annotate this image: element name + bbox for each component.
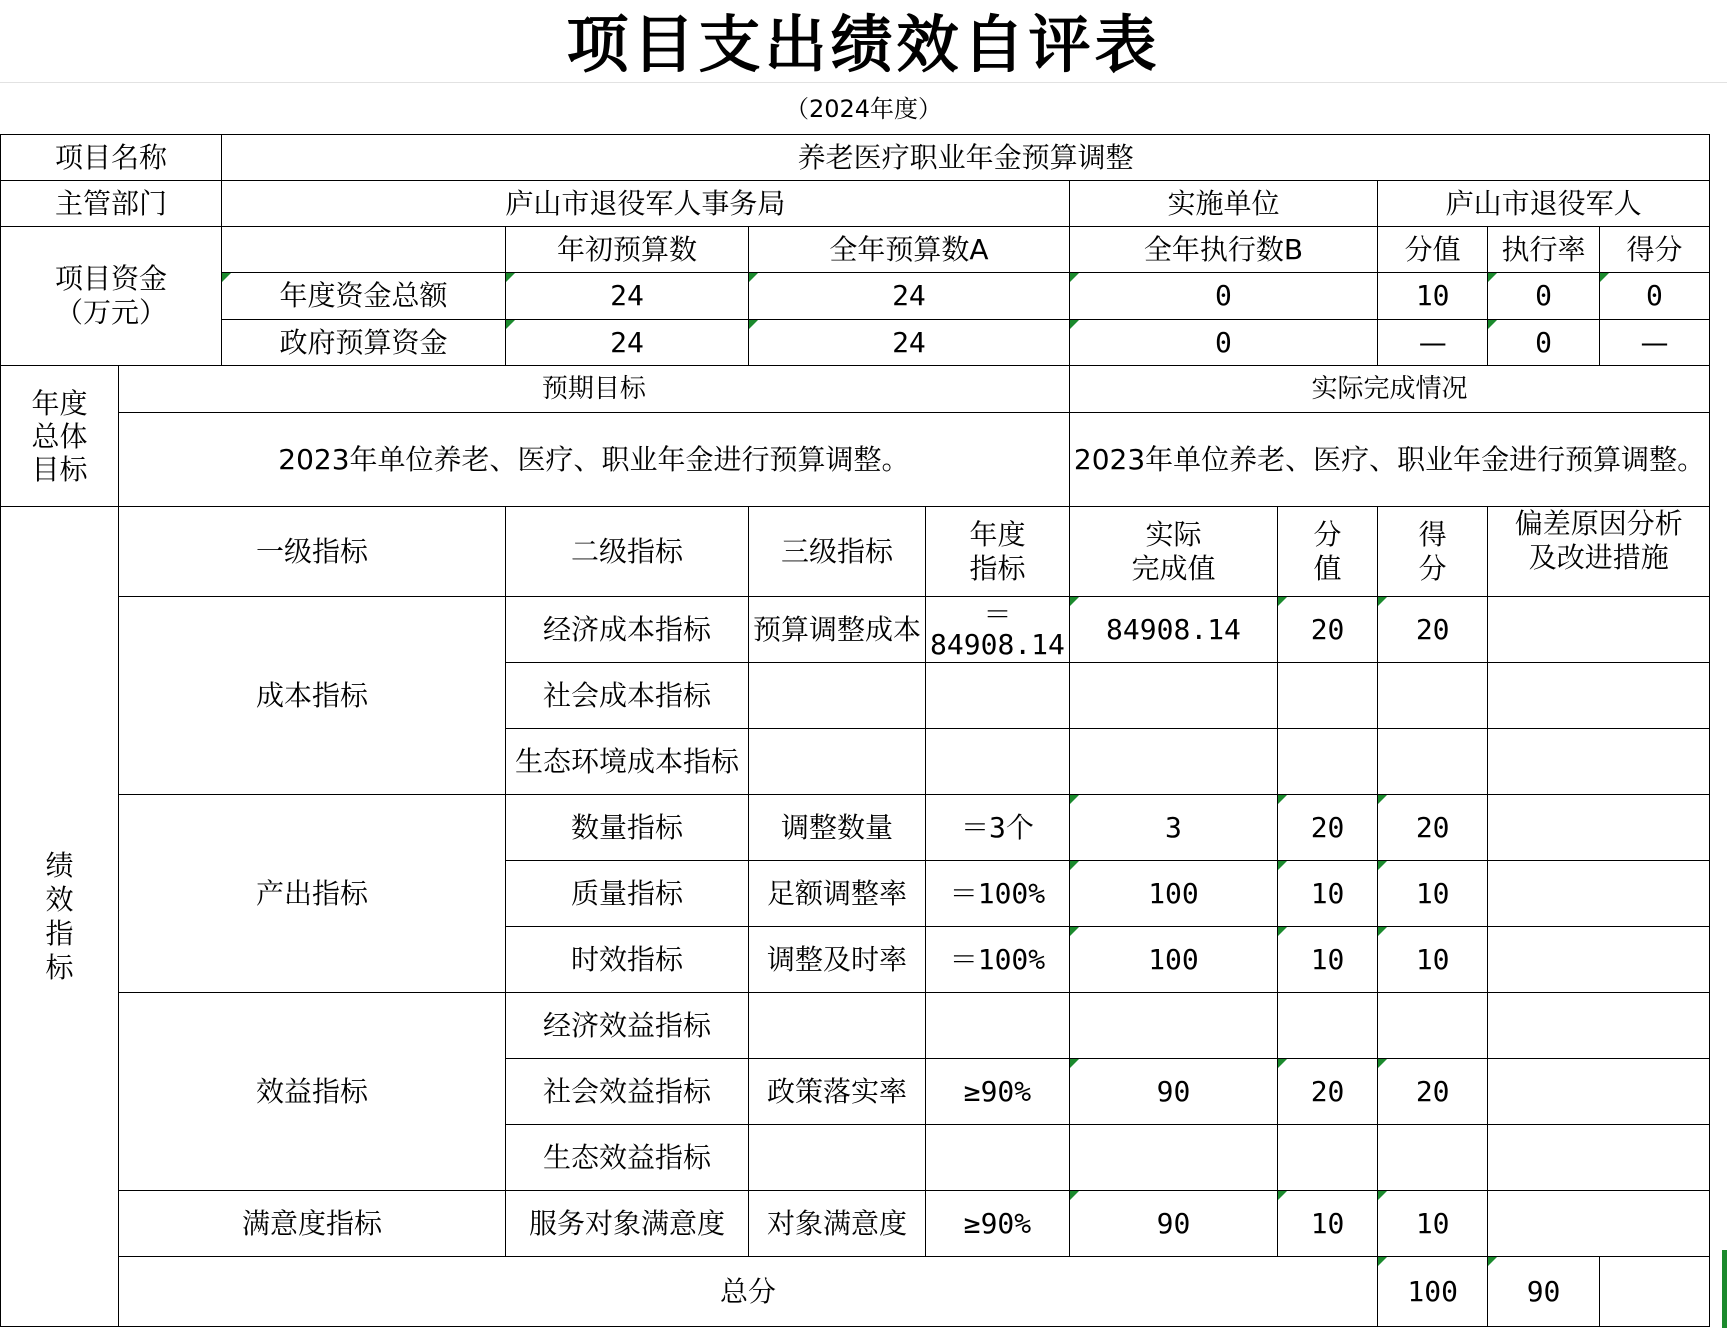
project-name-label[interactable]: 项目名称 [1,135,222,181]
indicator-level2[interactable]: 经济效益指标 [506,993,749,1059]
total-value[interactable]: 100 [1378,1257,1488,1327]
indicator-target[interactable] [926,729,1070,795]
goal-actual-header[interactable]: 实际完成情况 [1069,366,1709,413]
indicator-target[interactable]: ≥90% [926,1191,1070,1257]
header-target[interactable]: 年度 指标 [926,507,1070,597]
indicator-level2[interactable]: 质量指标 [506,861,749,927]
indicator-score[interactable] [1378,663,1488,729]
indicator-target[interactable]: ≥90% [926,1059,1070,1125]
indicator-score[interactable]: 10 [1378,927,1488,993]
indicator-level3[interactable]: 预算调整成本 [749,597,926,663]
indicator-level1[interactable]: 成本指标 [119,597,506,795]
impl-label[interactable]: 实施单位 [1069,181,1377,227]
indicator-score[interactable]: 10 [1378,1191,1488,1257]
indicator-level2[interactable]: 服务对象满意度 [506,1191,749,1257]
funds-row-name[interactable]: 政府预算资金 [222,320,506,366]
indicator-deviation[interactable] [1488,927,1710,993]
indicator-value[interactable] [1278,729,1378,795]
funds-header-score[interactable]: 得分 [1599,227,1709,273]
page-title: 项目支出绩效自评表 [566,8,1161,81]
indicator-deviation[interactable] [1488,729,1710,795]
indicator-deviation[interactable] [1488,993,1710,1059]
indicator-score[interactable]: 20 [1378,597,1488,663]
indicator-deviation[interactable] [1488,861,1710,927]
funds-row-annual[interactable]: 24 [749,320,1070,366]
header-level3[interactable]: 三级指标 [749,507,926,597]
indicator-target[interactable]: ＝100% [926,861,1070,927]
year-subtitle: （2024年度） [784,95,943,123]
indicator-level2[interactable]: 生态环境成本指标 [506,729,749,795]
scroll-edge-marker [1722,1250,1727,1328]
goal-actual-text[interactable]: 2023年单位养老、医疗、职业年金进行预算调整。 [1069,413,1709,507]
header-actual[interactable]: 实际 完成值 [1069,507,1277,597]
indicator-level2[interactable]: 生态效益指标 [506,1125,749,1191]
funds-header-executed[interactable]: 全年执行数B [1069,227,1377,273]
indicator-level3[interactable]: 对象满意度 [749,1191,926,1257]
funds-row-rate[interactable]: 0 [1488,273,1599,320]
indicator-value[interactable]: 10 [1278,1191,1378,1257]
goal-label[interactable]: 年度 总体 目标 [1,366,119,507]
indicator-value[interactable]: 10 [1278,927,1378,993]
header-deviation[interactable]: 偏差原因分析 及改进措施 [1488,507,1710,597]
funds-row-score[interactable]: — [1599,320,1709,366]
header-value[interactable]: 分 值 [1278,507,1378,597]
indicator-level3[interactable] [749,993,926,1059]
funds-row-initial[interactable]: 24 [506,273,749,320]
indicator-value[interactable]: 20 [1278,795,1378,861]
goal-expected-text[interactable]: 2023年单位养老、医疗、职业年金进行预算调整。 [119,413,1070,507]
funds-label[interactable] [1,227,222,366]
indicator-target[interactable]: ＝ 84908.14 [926,597,1070,663]
funds-row-executed[interactable]: 0 [1069,273,1377,320]
funds-label-line1: 项目资金 [54,262,167,295]
funds-row-initial[interactable]: 24 [506,320,749,366]
indicator-actual[interactable] [1069,729,1277,795]
funds-header-blank[interactable] [222,227,506,273]
indicator-score[interactable]: 10 [1378,861,1488,927]
dept-value[interactable]: 庐山市退役军人事务局 [222,181,1070,227]
funds-header-initial[interactable]: 年初预算数 [506,227,749,273]
indicator-deviation[interactable] [1488,597,1710,663]
indicator-actual[interactable] [1069,1125,1277,1191]
header-level2[interactable]: 二级指标 [506,507,749,597]
indicator-target[interactable] [926,1125,1070,1191]
goal-expected-header[interactable]: 预期目标 [119,366,1070,413]
indicator-deviation[interactable] [1488,1059,1710,1125]
indicator-level3[interactable] [749,663,926,729]
indicator-target[interactable] [926,993,1070,1059]
indicator-score[interactable] [1378,993,1488,1059]
indicator-score[interactable] [1378,729,1488,795]
indicator-target[interactable]: ＝100% [926,927,1070,993]
indicator-actual[interactable] [1069,993,1277,1059]
indicator-value[interactable]: 20 [1278,1059,1378,1125]
indicator-level1[interactable]: 满意度指标 [119,1191,506,1257]
divider [0,82,1727,83]
indicator-level1[interactable]: 产出指标 [119,795,506,993]
total-label[interactable]: 总分 [119,1257,1378,1327]
indicator-level3[interactable]: 调整及时率 [749,927,926,993]
dept-label[interactable]: 主管部门 [1,181,222,227]
indicator-level2[interactable]: 社会效益指标 [506,1059,749,1125]
indicator-actual[interactable]: 90 [1069,1191,1277,1257]
indicator-deviation[interactable] [1488,663,1710,729]
indicator-actual[interactable]: 100 [1069,861,1277,927]
indicator-score[interactable]: 20 [1378,795,1488,861]
indicator-level2[interactable]: 时效指标 [506,927,749,993]
funds-row-executed[interactable]: 0 [1069,320,1377,366]
indicator-level2[interactable]: 数量指标 [506,795,749,861]
indicator-target[interactable]: ＝3个 [926,795,1070,861]
total-blank[interactable] [1599,1257,1709,1327]
indicator-actual[interactable]: 84908.14 [1069,597,1277,663]
indicator-deviation[interactable] [1488,795,1710,861]
indicator-deviation[interactable] [1488,1125,1710,1191]
impl-value[interactable]: 庐山市退役军人 [1378,181,1710,227]
header-score[interactable]: 得 分 [1378,507,1488,597]
indicator-value[interactable]: 20 [1278,597,1378,663]
funds-header-rate[interactable]: 执行率 [1488,227,1599,273]
funds-label-line2: （万元） [54,296,167,329]
perf-label[interactable]: 绩 效 指 标 [1,507,119,1327]
project-name-value[interactable]: 养老医疗职业年金预算调整 [222,135,1710,181]
funds-header-annual[interactable]: 全年预算数A [749,227,1070,273]
indicator-level3[interactable] [749,729,926,795]
indicator-score[interactable]: 20 [1378,1059,1488,1125]
indicator-actual[interactable]: 90 [1069,1059,1277,1125]
indicator-level2[interactable]: 社会成本指标 [506,663,749,729]
indicator-level3[interactable]: 政策落实率 [749,1059,926,1125]
indicator-actual[interactable]: 3 [1069,795,1277,861]
self-evaluation-table [0,134,1710,1327]
indicator-level3[interactable]: 足额调整率 [749,861,926,927]
funds-row-score-value[interactable]: — [1378,320,1488,366]
indicator-level3[interactable]: 调整数量 [749,795,926,861]
indicator-level2[interactable]: 经济成本指标 [506,597,749,663]
indicator-level3[interactable] [749,1125,926,1191]
total-score[interactable]: 90 [1488,1257,1599,1327]
funds-row-score[interactable]: 0 [1599,273,1709,320]
funds-row-name[interactable]: 年度资金总额 [222,273,506,320]
indicator-value[interactable] [1278,993,1378,1059]
funds-row-score-value[interactable]: 10 [1378,273,1488,320]
indicator-level1[interactable]: 效益指标 [119,993,506,1191]
indicator-target[interactable] [926,663,1070,729]
indicator-value[interactable] [1278,663,1378,729]
indicator-deviation[interactable] [1488,1191,1710,1257]
indicator-score[interactable] [1378,1125,1488,1191]
indicator-value[interactable]: 10 [1278,861,1378,927]
indicator-value[interactable] [1278,1125,1378,1191]
funds-header-score-value[interactable]: 分值 [1378,227,1488,273]
header-level1[interactable]: 一级指标 [119,507,506,597]
funds-row-annual[interactable]: 24 [749,273,1070,320]
funds-row-rate[interactable]: 0 [1488,320,1599,366]
indicator-actual[interactable] [1069,663,1277,729]
indicator-actual[interactable]: 100 [1069,927,1277,993]
